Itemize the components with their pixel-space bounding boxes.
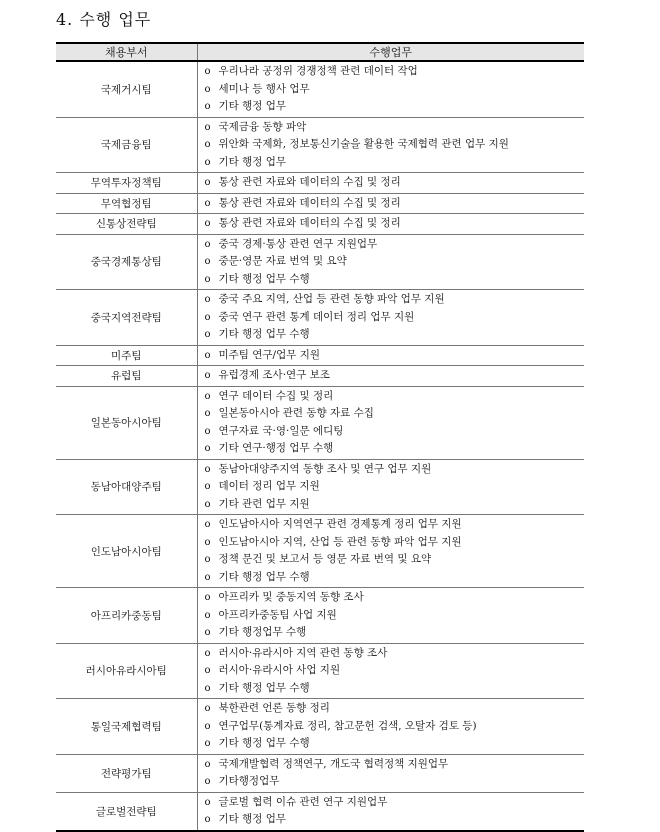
duty-text: 데이터 정리 업무 지원	[218, 480, 320, 492]
duty-item	[205, 136, 585, 154]
duty-item	[205, 624, 585, 642]
duty-item	[205, 551, 585, 569]
duty-text: 미주팀 연구/업무 지원	[218, 348, 320, 361]
duties-cell	[197, 61, 584, 117]
duty-item	[205, 735, 585, 753]
table-header-row	[56, 43, 584, 61]
duty-item	[205, 253, 585, 271]
header-department: 채용부서	[56, 43, 197, 61]
bullet-icon: ο	[204, 609, 211, 621]
table-row	[56, 643, 584, 699]
duties-cell	[197, 386, 584, 459]
bullet-icon: ο	[204, 256, 211, 267]
duty-list	[198, 215, 585, 233]
bullet-icon: ο	[204, 177, 211, 188]
duty-text: 중국 연구 관련 통계 데이터 정리 업무 지원	[218, 310, 415, 323]
table-row	[56, 117, 584, 173]
department-cell: 무역투자정책팀	[56, 173, 197, 194]
bullet-icon: ο	[204, 238, 211, 250]
duty-item	[205, 215, 585, 233]
duties-cell	[197, 754, 584, 792]
duty-text: 통상 관련 자료와 데이터의 수집 및 정리	[218, 217, 401, 229]
table-row	[56, 214, 584, 235]
bullet-icon: ο	[204, 156, 211, 168]
duty-item	[205, 589, 585, 607]
department-cell: 일본동아시아팀	[56, 386, 197, 459]
department-cell: 러시아유라시아팀	[56, 643, 197, 699]
department-cell: 아프리카중동팀	[56, 588, 197, 644]
duties-cell	[197, 459, 584, 515]
bullet-icon: ο	[204, 481, 211, 492]
department-cell: 전략평가팀	[56, 754, 197, 792]
table-row	[56, 193, 584, 214]
duties-cell	[197, 290, 584, 346]
duty-text: 중국 주요 지역, 산업 등 관련 동향 파악 업무 지원	[218, 293, 445, 305]
duty-item	[205, 423, 585, 441]
page-heading: 4. 수행 업무	[56, 10, 152, 29]
duty-item	[205, 326, 585, 344]
bullet-icon: ο	[204, 66, 211, 77]
department-cell: 인도남아시아팀	[56, 515, 197, 588]
duty-item	[205, 478, 585, 496]
duty-text: 기타 행정 업무 수행	[218, 328, 310, 340]
duty-text: 연구자료 국·영·일문 에디팅	[218, 424, 344, 437]
duty-list	[198, 794, 585, 829]
duty-text: 기타 행정 업무 수행	[218, 681, 310, 694]
duty-item	[205, 405, 585, 423]
bullet-icon: ο	[204, 390, 211, 402]
table-row	[56, 459, 584, 515]
bullet-icon: ο	[204, 738, 211, 749]
department-cell: 무역협정팀	[56, 193, 197, 214]
duties-cell	[197, 643, 584, 699]
duty-list	[198, 236, 585, 289]
duty-text: 중문·영문 자료 번역 및 요약	[218, 255, 347, 267]
duty-list	[198, 347, 585, 365]
table-row	[56, 290, 584, 346]
duty-item	[205, 794, 585, 812]
table-body	[56, 61, 584, 831]
department-cell: 미주팀	[56, 345, 197, 366]
bullet-icon: ο	[204, 814, 211, 825]
duty-item	[205, 309, 585, 327]
table-row	[56, 366, 584, 387]
duties-cell	[197, 173, 584, 194]
duty-list	[198, 645, 585, 698]
bullet-icon: ο	[204, 592, 211, 603]
duty-text: 기타 행정 업무	[218, 100, 287, 112]
duty-item	[205, 756, 585, 774]
duty-text: 국제개발협력 정책연구, 개도국 협력정책 지원업무	[218, 757, 449, 770]
bullet-icon: ο	[204, 776, 211, 787]
header-duties: 수행업무	[197, 43, 584, 61]
bullet-icon: ο	[204, 720, 211, 732]
duty-text: 인도남아시아 지역, 산업 등 관련 동향 파악 업무 지원	[218, 535, 462, 548]
duties-cell	[197, 366, 584, 387]
duty-text: 일본동아시아 관련 동향 자료 수집	[218, 407, 374, 419]
bullet-icon: ο	[204, 408, 211, 419]
duty-item	[205, 645, 585, 663]
duty-text: 인도남아시아 지역연구 관련 경제통계 정리 업무 지원	[218, 518, 462, 530]
duty-text: 위안화 국제화, 정보통신기술을 활용한 국제협력 관련 업무 지원	[218, 138, 509, 150]
bullet-icon: ο	[204, 425, 211, 437]
duties-cell	[197, 588, 584, 644]
duty-text: 기타 행정 업무	[218, 155, 287, 168]
duties-cell	[197, 234, 584, 290]
duty-text: 우리나라 공정위 경쟁정책 관련 데이터 작업	[218, 65, 418, 77]
duty-item	[205, 496, 585, 514]
duties-cell	[197, 792, 584, 831]
department-cell: 국제거시팀	[56, 61, 197, 117]
department-cell: 국제금융팀	[56, 117, 197, 173]
table-row	[56, 792, 584, 831]
duty-list	[198, 291, 585, 344]
department-cell: 중국경제통상팀	[56, 234, 197, 290]
duties-cell	[197, 193, 584, 214]
duty-item	[205, 154, 585, 172]
duty-item	[205, 388, 585, 406]
bullet-icon: ο	[204, 273, 211, 285]
bullet-icon: ο	[204, 311, 211, 323]
duty-text: 기타 관련 업무 지원	[218, 497, 310, 510]
bullet-icon: ο	[204, 571, 211, 583]
duty-text: 유럽경제 조사·연구 보조	[218, 369, 330, 381]
duty-item	[205, 718, 585, 736]
table-row	[56, 754, 584, 792]
duty-text: 아프리카중동팀 사업 지원	[218, 608, 337, 621]
department-cell: 중국지역전략팀	[56, 290, 197, 346]
duty-text: 북한관련 언론 동향 정리	[218, 702, 330, 714]
bullet-icon: ο	[204, 554, 211, 565]
duty-item	[205, 516, 585, 534]
duty-item	[205, 569, 585, 587]
bullet-icon: ο	[204, 197, 211, 209]
duty-item	[205, 700, 585, 718]
bullet-icon: ο	[204, 329, 211, 340]
bullet-icon: ο	[204, 627, 211, 638]
duty-item	[205, 347, 585, 365]
bullet-icon: ο	[204, 121, 211, 133]
duty-list	[198, 174, 585, 192]
duties-cell	[197, 345, 584, 366]
duty-text: 러시아·유라시아 지역 관련 동향 조사	[218, 646, 388, 659]
department-cell: 신통상전략팀	[56, 214, 197, 235]
duties-cell	[197, 515, 584, 588]
bullet-icon: ο	[204, 536, 211, 548]
table-row	[56, 699, 584, 755]
table-row	[56, 345, 584, 366]
duty-item	[205, 291, 585, 309]
duty-list	[198, 195, 585, 213]
bullet-icon: ο	[204, 83, 211, 95]
duties-cell	[197, 699, 584, 755]
duty-item	[205, 440, 585, 458]
duty-list	[198, 461, 585, 514]
duty-list	[198, 700, 585, 753]
bullet-icon: ο	[204, 665, 211, 676]
duties-cell	[197, 117, 584, 173]
duty-text: 기타 행정 업무	[218, 813, 287, 825]
duties-cell	[197, 214, 584, 235]
duty-text: 세미나 등 행사 업무	[218, 82, 310, 95]
bullet-icon: ο	[204, 370, 211, 381]
duty-list	[198, 367, 585, 385]
duty-text: 기타 연구·행정 업무 수행	[218, 442, 334, 454]
bullet-icon: ο	[204, 349, 211, 361]
department-cell: 유럽팀	[56, 366, 197, 387]
duty-list	[198, 63, 585, 116]
duty-list	[198, 516, 585, 586]
table-row	[56, 173, 584, 194]
duty-item	[205, 174, 585, 192]
duty-text: 기타 행정 업무 수행	[218, 737, 310, 749]
table-row	[56, 515, 584, 588]
duty-text: 아프리카 및 중동지역 동향 조사	[218, 591, 364, 603]
bullet-icon: ο	[204, 139, 211, 150]
duty-item	[205, 271, 585, 289]
table-row	[56, 386, 584, 459]
bullet-icon: ο	[204, 101, 211, 112]
duty-list	[198, 119, 585, 172]
duty-text: 동남아대양주지역 동향 조사 및 연구 업무 지원	[218, 462, 432, 475]
duty-item	[205, 63, 585, 81]
bullet-icon: ο	[204, 647, 211, 659]
bullet-icon: ο	[204, 463, 211, 475]
bullet-icon: ο	[204, 294, 211, 305]
duty-text: 중국 경제·통상 관련 연구 지원업무	[218, 237, 378, 250]
duty-text: 기타 행정업무 수행	[218, 626, 307, 638]
duty-item	[205, 195, 585, 213]
department-cell: 글로벌전략팀	[56, 792, 197, 831]
department-cell: 동남아대양주팀	[56, 459, 197, 515]
duty-text: 연구업무(통계자료 정리, 참고문헌 검색, 오탈자 검토 등)	[218, 719, 477, 732]
duties-table	[56, 42, 584, 832]
duty-text: 정책 문건 및 보고서 등 영문 자료 번역 및 요약	[218, 553, 432, 565]
duty-text: 국제금융 동향 파악	[218, 120, 307, 133]
bullet-icon: ο	[204, 519, 211, 530]
duty-item	[205, 662, 585, 680]
table-row	[56, 588, 584, 644]
bullet-icon: ο	[204, 758, 211, 770]
duty-item	[205, 534, 585, 552]
duty-item	[205, 236, 585, 254]
bullet-icon: ο	[204, 796, 211, 808]
bullet-icon: ο	[204, 443, 211, 454]
duty-item	[205, 461, 585, 479]
duty-text: 통상 관련 자료와 데이터의 수집 및 정리	[218, 196, 401, 209]
duty-item	[205, 367, 585, 385]
duty-text: 연구 데이터 수집 및 정리	[218, 389, 334, 402]
duty-list	[198, 388, 585, 458]
duty-list	[198, 756, 585, 791]
duty-item	[205, 680, 585, 698]
duty-item	[205, 811, 585, 829]
bullet-icon: ο	[204, 682, 211, 694]
bullet-icon: ο	[204, 218, 211, 229]
duty-text: 통상 관련 자료와 데이터의 수집 및 정리	[218, 176, 401, 188]
department-cell: 통일국제협력팀	[56, 699, 197, 755]
bullet-icon: ο	[204, 498, 211, 510]
duty-item	[205, 773, 585, 791]
bullet-icon: ο	[204, 703, 211, 714]
duty-item	[205, 119, 585, 137]
duty-item	[205, 81, 585, 99]
duty-text: 기타행정업무	[218, 775, 280, 787]
table-row	[56, 61, 584, 117]
duty-text: 기타 행정 업무 수행	[218, 570, 310, 583]
duty-list	[198, 589, 585, 642]
duty-text: 러시아·유라시아 사업 지원	[218, 664, 341, 676]
table-row	[56, 234, 584, 290]
duty-item	[205, 98, 585, 116]
duty-item	[205, 607, 585, 625]
duty-text: 글로벌 협력 이슈 관련 연구 지원업무	[218, 795, 388, 808]
duty-text: 기타 행정 업무 수행	[218, 272, 310, 285]
